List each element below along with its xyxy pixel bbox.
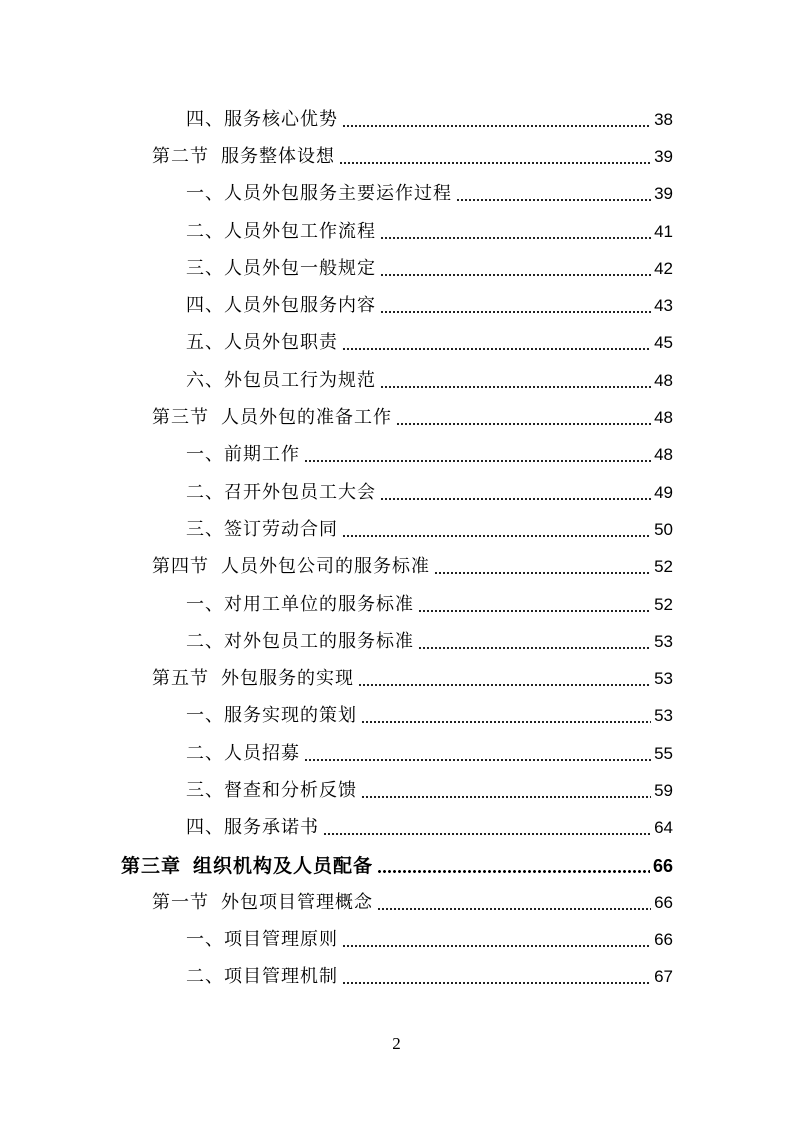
toc-entry-page: 66 — [654, 930, 673, 950]
toc-entry-title: 人员外包的准备工作 — [221, 407, 392, 429]
toc-entry-label — [186, 705, 357, 727]
toc-entry-page: 42 — [654, 258, 673, 278]
toc-dot-leader — [342, 966, 651, 988]
toc-entry-label — [186, 519, 338, 541]
toc-entry-number: 第三节 — [152, 407, 209, 429]
toc-entry-label — [152, 668, 354, 690]
toc-entry-page: 48 — [654, 445, 673, 465]
toc-entry[interactable] — [0, 922, 793, 959]
toc-entry-label — [186, 743, 300, 765]
toc-entry[interactable] — [0, 101, 793, 138]
toc-entry-label — [186, 780, 357, 802]
toc-entry-title: 一、项目管理原则 — [186, 929, 338, 951]
toc-entry[interactable] — [0, 660, 793, 697]
toc-dot-leader — [342, 332, 651, 354]
toc-entry-title: 六、外包员工行为规范 — [186, 369, 376, 391]
toc-entry-label — [186, 482, 376, 504]
toc-dot-leader — [304, 743, 651, 765]
toc-dot-leader — [339, 146, 651, 168]
toc-entry[interactable] — [0, 735, 793, 772]
toc-entry-label — [186, 594, 414, 616]
toc-entry[interactable] — [0, 511, 793, 548]
toc-dot-leader — [342, 929, 651, 951]
toc-entry-title: 一、服务实现的策划 — [186, 705, 357, 727]
toc-dot-leader — [361, 705, 651, 727]
toc-entry-page: 45 — [654, 333, 673, 353]
toc-entry-page: 59 — [654, 780, 673, 800]
toc-dot-leader — [396, 407, 651, 429]
toc-entry[interactable] — [0, 772, 793, 809]
toc-entry-title: 四、服务承诺书 — [186, 817, 319, 839]
toc-entry[interactable] — [0, 213, 793, 250]
toc-entry[interactable] — [0, 250, 793, 287]
toc-entry-title: 四、人员外包服务内容 — [186, 295, 376, 317]
toc-entry-title: 二、人员招募 — [186, 742, 300, 764]
toc-dot-leader — [358, 668, 651, 690]
toc-entry-title: 人员外包公司的服务标准 — [221, 556, 430, 578]
toc-entry-label — [186, 258, 376, 280]
toc-entry[interactable] — [0, 362, 793, 399]
toc-entry-number: 第三章 — [121, 854, 182, 877]
toc-entry-title: 五、人员外包职责 — [186, 332, 338, 354]
toc-dot-leader — [380, 370, 651, 392]
toc-entry-page: 64 — [654, 818, 673, 838]
toc-entry[interactable] — [0, 549, 793, 586]
toc-entry-label — [186, 183, 452, 205]
toc-entry-title: 外包服务的实现 — [221, 668, 354, 690]
toc-entry-page: 52 — [654, 557, 673, 577]
toc-entry-label — [186, 221, 376, 243]
toc-dot-leader — [380, 258, 651, 280]
toc-entry-label — [152, 892, 373, 914]
toc-entry-page: 48 — [654, 408, 673, 428]
toc-entry[interactable] — [0, 847, 793, 884]
toc-entry-label — [121, 855, 373, 877]
toc-entry-title: 二、召开外包员工大会 — [186, 481, 376, 503]
toc-dot-leader — [342, 519, 651, 541]
toc-entry-label — [152, 146, 335, 168]
toc-dot-leader — [418, 631, 651, 653]
toc-entry-page: 53 — [654, 706, 673, 726]
toc-dot-leader — [456, 183, 651, 205]
toc-entry[interactable] — [0, 138, 793, 175]
toc-dot-leader — [377, 855, 650, 877]
toc-entry-title: 三、督查和分析反馈 — [186, 779, 357, 801]
toc-entry[interactable] — [0, 399, 793, 436]
toc-entry-page: 39 — [654, 184, 673, 204]
toc-entry[interactable] — [0, 698, 793, 735]
toc-entry[interactable] — [0, 623, 793, 660]
toc-entry-title: 四、服务核心优势 — [186, 108, 338, 130]
toc-entry-page: 66 — [654, 892, 673, 912]
toc-dot-leader — [377, 892, 651, 914]
toc-entry[interactable] — [0, 884, 793, 921]
toc-entry-page: 53 — [654, 631, 673, 651]
toc-entry-page: 39 — [654, 146, 673, 166]
toc-entry-label — [186, 370, 376, 392]
toc-entry-label — [186, 817, 319, 839]
toc-entry-title: 服务整体设想 — [221, 145, 335, 167]
toc-entry-page: 50 — [654, 519, 673, 539]
toc-entry-page: 53 — [654, 669, 673, 689]
toc-entry-title: 三、签订劳动合同 — [186, 518, 338, 540]
toc-dot-leader — [418, 594, 651, 616]
toc-entry-number: 第一节 — [152, 891, 209, 913]
toc-dot-leader — [361, 780, 651, 802]
toc-entry-title: 外包项目管理概念 — [221, 891, 373, 913]
toc-entry-label — [186, 929, 338, 951]
toc-dot-leader — [434, 556, 651, 578]
toc-entry-page: 48 — [654, 370, 673, 390]
toc-entry-page: 43 — [654, 296, 673, 316]
toc-entry-label — [186, 966, 338, 988]
toc-dot-leader — [380, 221, 651, 243]
toc-entry-title: 三、人员外包一般规定 — [186, 257, 376, 279]
toc-entry-page: 49 — [654, 482, 673, 502]
toc-entry-label — [186, 444, 300, 466]
toc-dot-leader — [323, 817, 651, 839]
toc-entry[interactable] — [0, 586, 793, 623]
toc-entry-label — [186, 109, 338, 131]
toc-entry-number: 第四节 — [152, 556, 209, 578]
toc-entry[interactable] — [0, 287, 793, 324]
toc-entry-label — [186, 332, 338, 354]
toc-entry-label — [186, 631, 414, 653]
toc-entry[interactable] — [0, 437, 793, 474]
toc-entry-page: 66 — [652, 855, 673, 876]
toc-entry-page: 41 — [654, 221, 673, 241]
toc-entry-title: 一、前期工作 — [186, 444, 300, 466]
toc-entry-title: 二、项目管理机制 — [186, 966, 338, 988]
toc-entry-page: 55 — [654, 743, 673, 763]
toc-entry[interactable] — [0, 959, 793, 996]
toc-entry[interactable] — [0, 474, 793, 511]
toc-entry[interactable] — [0, 176, 793, 213]
toc-entry[interactable] — [0, 810, 793, 847]
toc-entry-title: 一、对用工单位的服务标准 — [186, 593, 414, 615]
toc-dot-leader — [342, 109, 651, 131]
page-number: 2 — [392, 1034, 401, 1053]
toc-entry-title: 一、人员外包服务主要运作过程 — [186, 183, 452, 205]
table-of-contents — [0, 101, 793, 996]
toc-entry-title: 二、人员外包工作流程 — [186, 220, 376, 242]
toc-dot-leader — [304, 444, 651, 466]
toc-entry-title: 组织机构及人员配备 — [193, 854, 374, 877]
toc-entry-page: 38 — [654, 109, 673, 129]
toc-entry-title: 二、对外包员工的服务标准 — [186, 630, 414, 652]
toc-dot-leader — [380, 295, 651, 317]
toc-entry-number: 第二节 — [152, 145, 209, 167]
toc-entry[interactable] — [0, 325, 793, 362]
toc-dot-leader — [380, 482, 651, 504]
toc-entry-label — [186, 295, 376, 317]
toc-entry-page: 52 — [654, 594, 673, 614]
toc-entry-number: 第五节 — [152, 668, 209, 690]
toc-entry-label — [152, 556, 430, 578]
toc-entry-page: 67 — [654, 967, 673, 987]
toc-entry-label — [152, 407, 392, 429]
